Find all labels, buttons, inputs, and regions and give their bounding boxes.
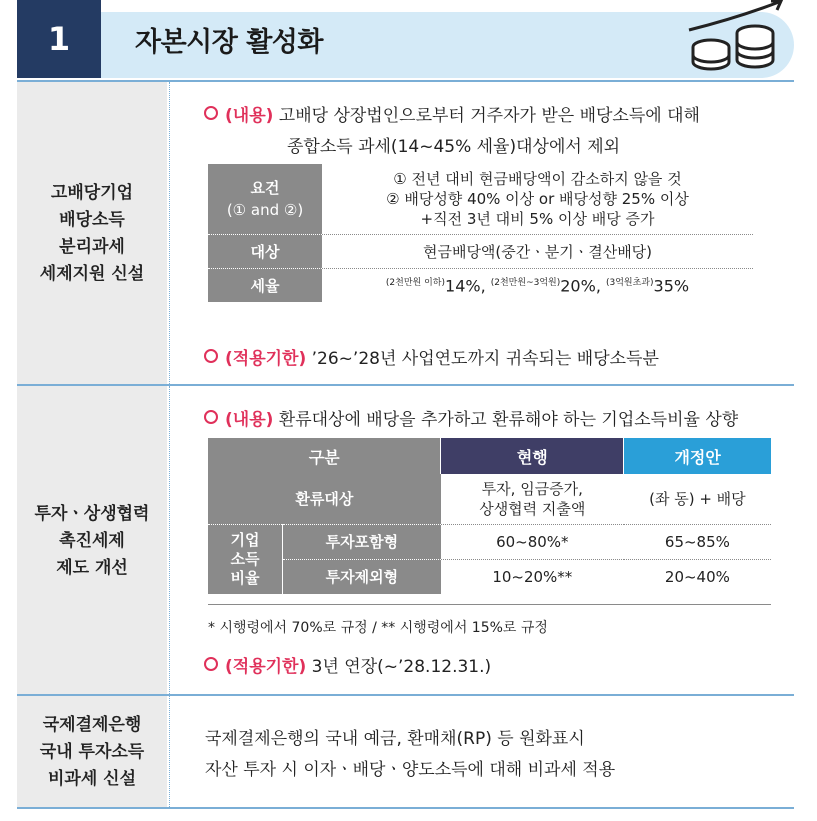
dividend-requirement-table — [208, 164, 753, 302]
label-line: 투자ㆍ상생협력 — [34, 503, 150, 524]
bullet-circle-icon — [204, 349, 218, 363]
requirement-cell: ① 전년 대비 현금배당액이 감소하지 않을 것 ② 배당성향 40% 이상 or 배당성향 25% 이상 +직전 3년 대비 5% 이상 배당 증가 — [322, 164, 753, 234]
body-line: 국제결제은행의 국내 예금, 환매채(RP) 등 원화표시 — [205, 729, 585, 749]
row-label — [17, 82, 167, 386]
bullet-circle-icon — [204, 106, 218, 120]
column-divider — [169, 82, 170, 386]
label-line: 배당소득 — [59, 210, 125, 230]
bullet-circle-icon — [204, 657, 218, 671]
content-bullet: (내용) 고배당 상장법인으로부터 거주자가 받은 배당소득에 대해 — [204, 101, 700, 126]
section-dividend-tax — [17, 82, 794, 386]
current-cell: 10~20%** — [492, 567, 573, 586]
coins-icon — [667, 0, 797, 80]
table-header-cell: 요건 (① and ②) — [208, 164, 322, 234]
label-line: 제도 개선 — [56, 557, 128, 578]
label-line: 분리과세 — [59, 237, 125, 257]
bullet-circle-icon — [204, 410, 218, 424]
label-line: 국제결제은행 — [42, 715, 142, 735]
row-label-cell: 환류대상 — [208, 474, 441, 524]
group-label-cell: 기업 소득 비율 — [208, 524, 283, 594]
label-line: 세제지원 신설 — [39, 264, 145, 284]
table-header-category: 구분 — [208, 438, 441, 474]
row-divider — [17, 807, 794, 809]
table-header-cell: 대상 — [208, 234, 322, 268]
table-bottom-rule — [208, 604, 771, 605]
row-label — [17, 386, 167, 696]
revised-cell: 65~85% — [624, 524, 771, 559]
current-cell: 투자, 임금증가, 상생협력 지출액 — [441, 474, 624, 524]
label-line: 촉진세제 — [59, 530, 125, 551]
row-label-cell: 투자제외형 — [283, 559, 441, 594]
period-bullet: (적용기한) 3년 연장(~’28.12.31.) — [204, 652, 491, 677]
tax-rate-cell: $^{(2천만원 이하)}$14%, $^{(2천만원\sim 3억원)}$20%, $^{(3억원초과)}$35% — [385, 276, 690, 296]
table-header-revised: 개정안 — [624, 438, 771, 474]
revised-cell: (좌 동) + 배당 — [624, 474, 771, 524]
current-cell: 60~80%* — [441, 524, 624, 559]
content-bullet: (내용) 환류대상에 배당을 추가하고 환류해야 하는 기업소득비율 상향 — [204, 405, 738, 430]
content-continued: 종합소득 과세(14~45% 세율)대상에서 제외 — [287, 137, 621, 157]
reinvestment-table — [208, 438, 771, 594]
table-header-current: 현행 — [441, 438, 624, 474]
row-label-cell: 투자포함형 — [283, 524, 441, 559]
section-header — [17, 0, 794, 80]
section-bis-tax-exemption — [17, 696, 794, 809]
table-header-cell: 세율 — [208, 268, 322, 302]
section-title: 자본시장 활성화 — [135, 27, 323, 58]
section-number: 1 — [17, 0, 101, 78]
period-bullet: (적용기한) ’26~’28년 사업연도까지 귀속되는 배당소득분 — [204, 344, 659, 369]
row-label — [17, 696, 167, 809]
body-line: 자산 투자 시 이자ㆍ배당ㆍ양도소득에 대해 비과세 적용 — [205, 760, 616, 780]
target-cell: 현금배당액(중간ㆍ분기ㆍ결산배당) — [322, 234, 753, 268]
revised-cell: 20~40% — [664, 567, 730, 586]
column-divider — [169, 696, 170, 809]
label-line: 고배당기업 — [50, 183, 134, 203]
label-line: 국내 투자소득 — [39, 742, 145, 762]
column-divider — [169, 386, 170, 696]
section-investment-tax — [17, 386, 794, 696]
label-line: 비과세 신설 — [47, 769, 136, 789]
footnote: * 시행령에서 70%로 규정 / ** 시행령에서 15%로 규정 — [208, 620, 548, 636]
